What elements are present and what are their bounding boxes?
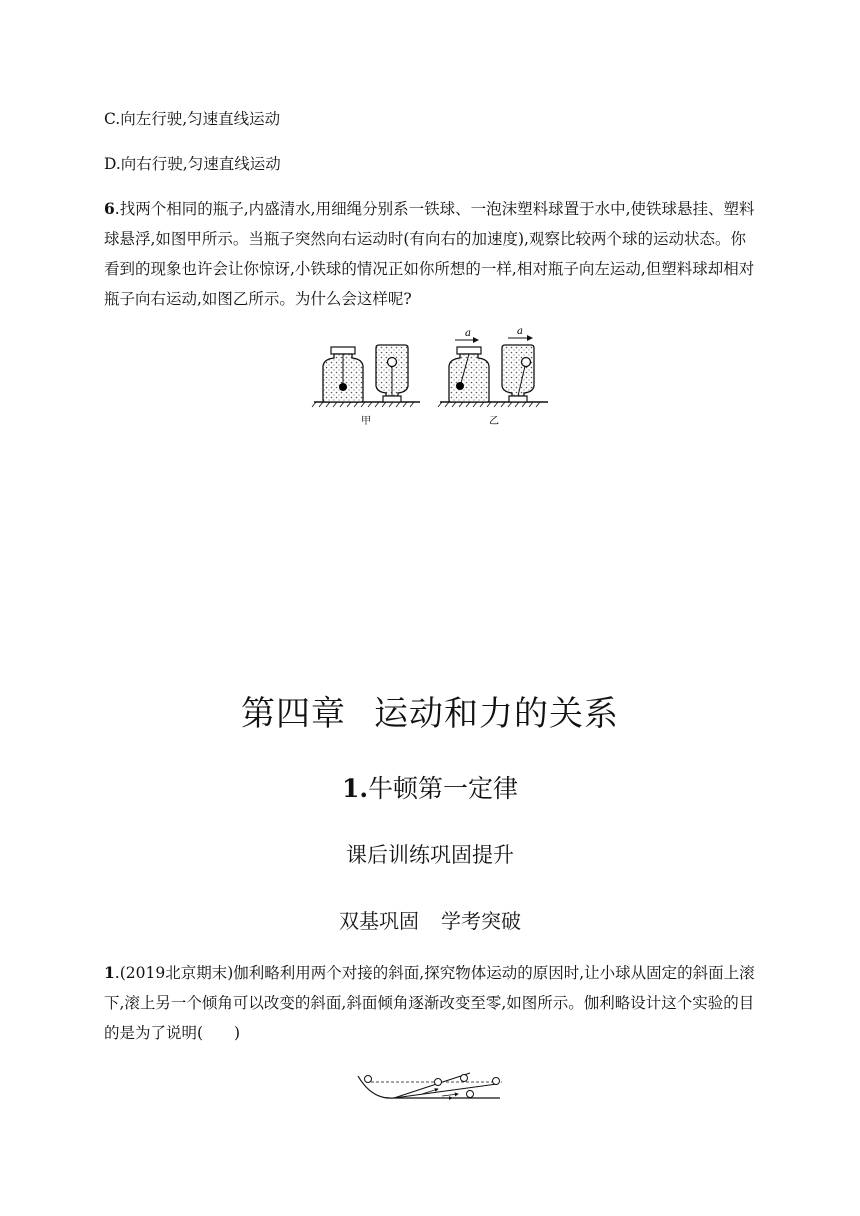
section-heading bbox=[0, 769, 860, 805]
subtitle-practice: 课后训练巩固提升 bbox=[346, 843, 514, 867]
option-d: D.向右行驶,匀速直线运动 bbox=[104, 155, 281, 173]
bottle-yi-iron bbox=[449, 347, 489, 402]
option-c: C.向左行驶,匀速直线运动 bbox=[104, 110, 281, 128]
subtitle-level bbox=[0, 905, 860, 934]
chapter-number: 第四章 bbox=[241, 694, 346, 734]
label-jia: 甲 bbox=[361, 416, 371, 427]
chapter-title: 运动和力的关系 bbox=[374, 694, 619, 734]
question-1 bbox=[104, 958, 760, 1048]
section-title: 牛顿第一定律 bbox=[368, 774, 519, 803]
label-yi: 乙 bbox=[489, 416, 499, 427]
acceleration-arrow-1 bbox=[455, 328, 478, 340]
bottles-figure bbox=[300, 326, 560, 430]
question-text: .找两个相同的瓶子,内盛清水,用细绳分别系一铁球、一泡沫塑料球置于水中,使铁球悬挂、塑料球悬浮,如图甲所示。当瓶子突然向右运动时(有向右的加速度),观察比较两个球的运动状态。你看到的现象也许会让你惊讶,小铁球的情况正如你所想的一样,相对瓶子向左运动,但塑料球却相对瓶子向右运动,如图乙所示。为什么会这样呢? bbox=[104, 200, 755, 308]
question-text: .(2019北京期末)伽利略利用两个对接的斜面,探究物体运动的原因时,让小球从固定的斜面上滚下,滚上另一个倾角可以改变的斜面,斜面倾角逐渐改变至零,如图所示。伽利略设计这个实验的目的是为了说明( ) bbox=[104, 964, 755, 1042]
question-number: 1 bbox=[104, 963, 115, 982]
section-number: 1. bbox=[341, 774, 369, 803]
bottle-jia-iron bbox=[323, 347, 363, 402]
question-number: 6 bbox=[104, 199, 115, 218]
ground-jia bbox=[312, 402, 420, 407]
bottle-yi-plastic bbox=[502, 345, 534, 402]
incline-figure bbox=[352, 1070, 504, 1104]
subtitle-level-right: 学考突破 bbox=[441, 909, 521, 933]
ground-yi bbox=[438, 402, 548, 407]
question-6 bbox=[104, 194, 760, 314]
acceleration-label-1: a bbox=[465, 328, 471, 339]
acceleration-arrow-2 bbox=[508, 326, 532, 338]
subtitle-level-left: 双基巩固 bbox=[339, 909, 419, 933]
bottle-jia-plastic bbox=[376, 345, 408, 402]
chapter-heading bbox=[0, 686, 860, 735]
acceleration-label-2: a bbox=[517, 326, 523, 337]
